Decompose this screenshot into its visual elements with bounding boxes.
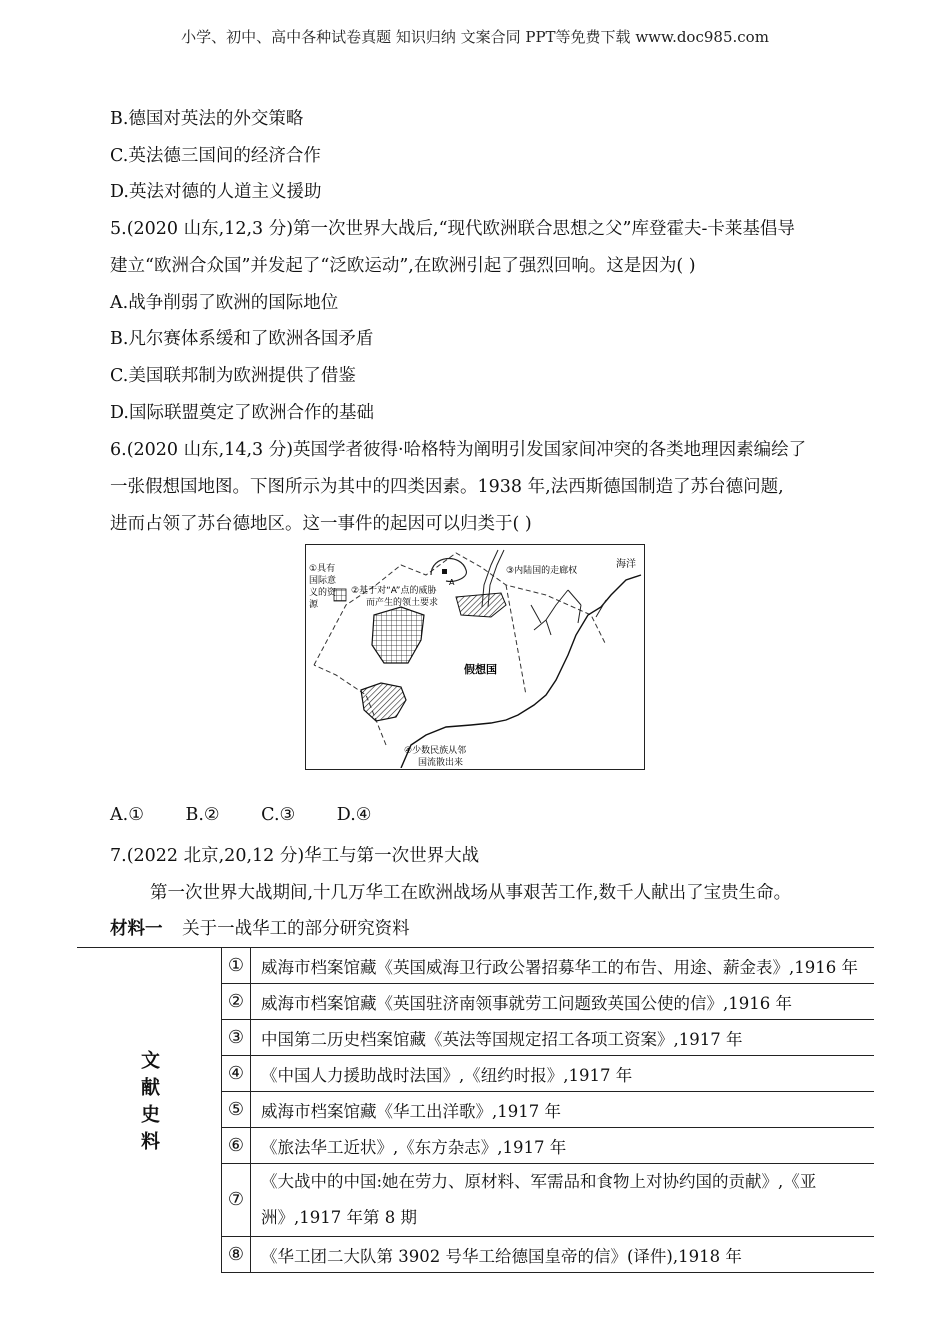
q5-option-b: B.凡尔赛体系缓和了欧洲各国矛盾 bbox=[110, 329, 374, 349]
material-heading bbox=[110, 915, 410, 940]
q6-stem-line2: 一张假想国地图。下图所示为其中的四类因素。1938 年,法西斯德国制造了苏台德问题, bbox=[110, 477, 784, 497]
q6-option-a: A.① bbox=[110, 805, 144, 825]
q5-stem-line2: 建立“欧洲合众国”并发起了“泛欧运动”,在欧洲引起了强烈回响。这是因为( ) bbox=[110, 256, 696, 276]
row-number: ② bbox=[222, 984, 251, 1020]
map-label-country: 假想国 bbox=[464, 663, 497, 676]
q7-stem: 7.(2022 北京,20,12 分)华工与第一次世界大战 bbox=[110, 846, 480, 866]
row-text-line2: 洲》,1917 年第 8 期 bbox=[261, 1208, 417, 1227]
row-number: ⑦ bbox=[222, 1164, 251, 1237]
row-text: 《华工团二大队第 3902 号华工给德国皇帝的信》(译件),1918 年 bbox=[251, 1237, 875, 1273]
row-text: 《旅法华工近状》,《东方杂志》,1917 年 bbox=[251, 1128, 875, 1164]
row-text-line1: 《大战中的中国:她在劳力、原材料、军需品和食物上对协约国的贡献》,《亚 bbox=[261, 1172, 817, 1191]
q5-stem-line1: 5.(2020 山东,12,3 分)第一次世界大战后,“现代欧洲联合思想之父”库登霍夫-卡莱基倡导 bbox=[110, 219, 795, 239]
map-label-2a: ②基于对“A”点的威胁 bbox=[351, 586, 437, 596]
q5-option-d: D.国际联盟奠定了欧洲合作的基础 bbox=[110, 403, 374, 423]
row-number: ③ bbox=[222, 1020, 251, 1056]
row-number: ④ bbox=[222, 1056, 251, 1092]
hypothetical-country-map bbox=[305, 544, 645, 770]
q6-stem-line3: 进而占领了苏台德地区。这一事件的起因可以归类于( ) bbox=[110, 514, 532, 534]
side-label-cell bbox=[77, 948, 222, 1273]
q6-option-d: D.④ bbox=[336, 805, 372, 825]
side-label: 文献史料 bbox=[138, 1050, 160, 1159]
row-number: ⑥ bbox=[222, 1128, 251, 1164]
q6-stem-line1: 6.(2020 山东,14,3 分)英国学者彼得·哈格特为阐明引发国家间冲突的各类地理因素编绘了 bbox=[110, 440, 807, 460]
q7-intro: 第一次世界大战期间,十几万华工在欧洲战场从事艰苦工作,数千人献出了宝贵生命。 bbox=[150, 883, 792, 903]
map-label-1a: ①具有 bbox=[309, 564, 336, 574]
row-number: ⑧ bbox=[222, 1237, 251, 1273]
map-label-2b: 而产生的领土要求 bbox=[366, 598, 439, 608]
material-title: 关于一战华工的部分研究资料 bbox=[182, 919, 410, 939]
map-label-1c: 义的资 bbox=[309, 588, 337, 598]
map-label-1d: 源 bbox=[309, 600, 319, 610]
territory-claim-region bbox=[456, 593, 506, 617]
source-table bbox=[77, 947, 874, 1273]
q5-option-c: C.美国联邦制为欧洲提供了借鉴 bbox=[110, 366, 356, 386]
map-label-sea: 海洋 bbox=[616, 559, 636, 570]
row-number: ⑤ bbox=[222, 1092, 251, 1128]
q6-option-b: B.② bbox=[185, 805, 220, 825]
row-number: ① bbox=[222, 948, 251, 984]
map-label-4a: ④少数民族从邻 bbox=[404, 746, 467, 756]
row-text: 威海市档案馆藏《英国威海卫行政公署招募华工的布告、用途、薪金表》,1916 年 bbox=[251, 948, 875, 984]
minority-region bbox=[361, 683, 406, 721]
map-label-a: A bbox=[449, 578, 455, 587]
country-border bbox=[314, 553, 606, 745]
q6-option-c: C.③ bbox=[261, 805, 296, 825]
page-header: 小学、初中、高中各种试卷真题 知识归纳 文案合同 PPT等免费下载 www.doc985.com bbox=[181, 28, 769, 46]
row-text: 中国第二历史档案馆藏《英法等国规定招工各项工资案》,1917 年 bbox=[251, 1020, 875, 1056]
resource-region bbox=[372, 607, 424, 663]
material-label: 材料一 bbox=[110, 919, 163, 939]
row-text: 威海市档案馆藏《英国驻济南领事就劳工问题致英国公使的信》,1916 年 bbox=[251, 984, 875, 1020]
row-text: 威海市档案馆藏《华工出洋歌》,1917 年 bbox=[251, 1092, 875, 1128]
q5-option-a: A.战争削弱了欧洲的国际地位 bbox=[110, 293, 339, 313]
q6-options bbox=[110, 805, 407, 825]
row-text: 《中国人力援助战时法国》,《纽约时报》,1917 年 bbox=[251, 1056, 875, 1092]
row-text bbox=[251, 1164, 875, 1237]
q4-option-b: B.德国对英法的外交策略 bbox=[110, 109, 304, 129]
map-label-1b: 国际意 bbox=[309, 576, 337, 586]
q4-option-c: C.英法德三国间的经济合作 bbox=[110, 146, 321, 166]
map-label-3: ③内陆国的走廊权 bbox=[506, 566, 578, 576]
map-label-4b: 国流散出来 bbox=[418, 758, 464, 768]
q4-option-d: D.英法对德的人道主义援助 bbox=[110, 182, 322, 202]
table-row bbox=[77, 948, 874, 984]
